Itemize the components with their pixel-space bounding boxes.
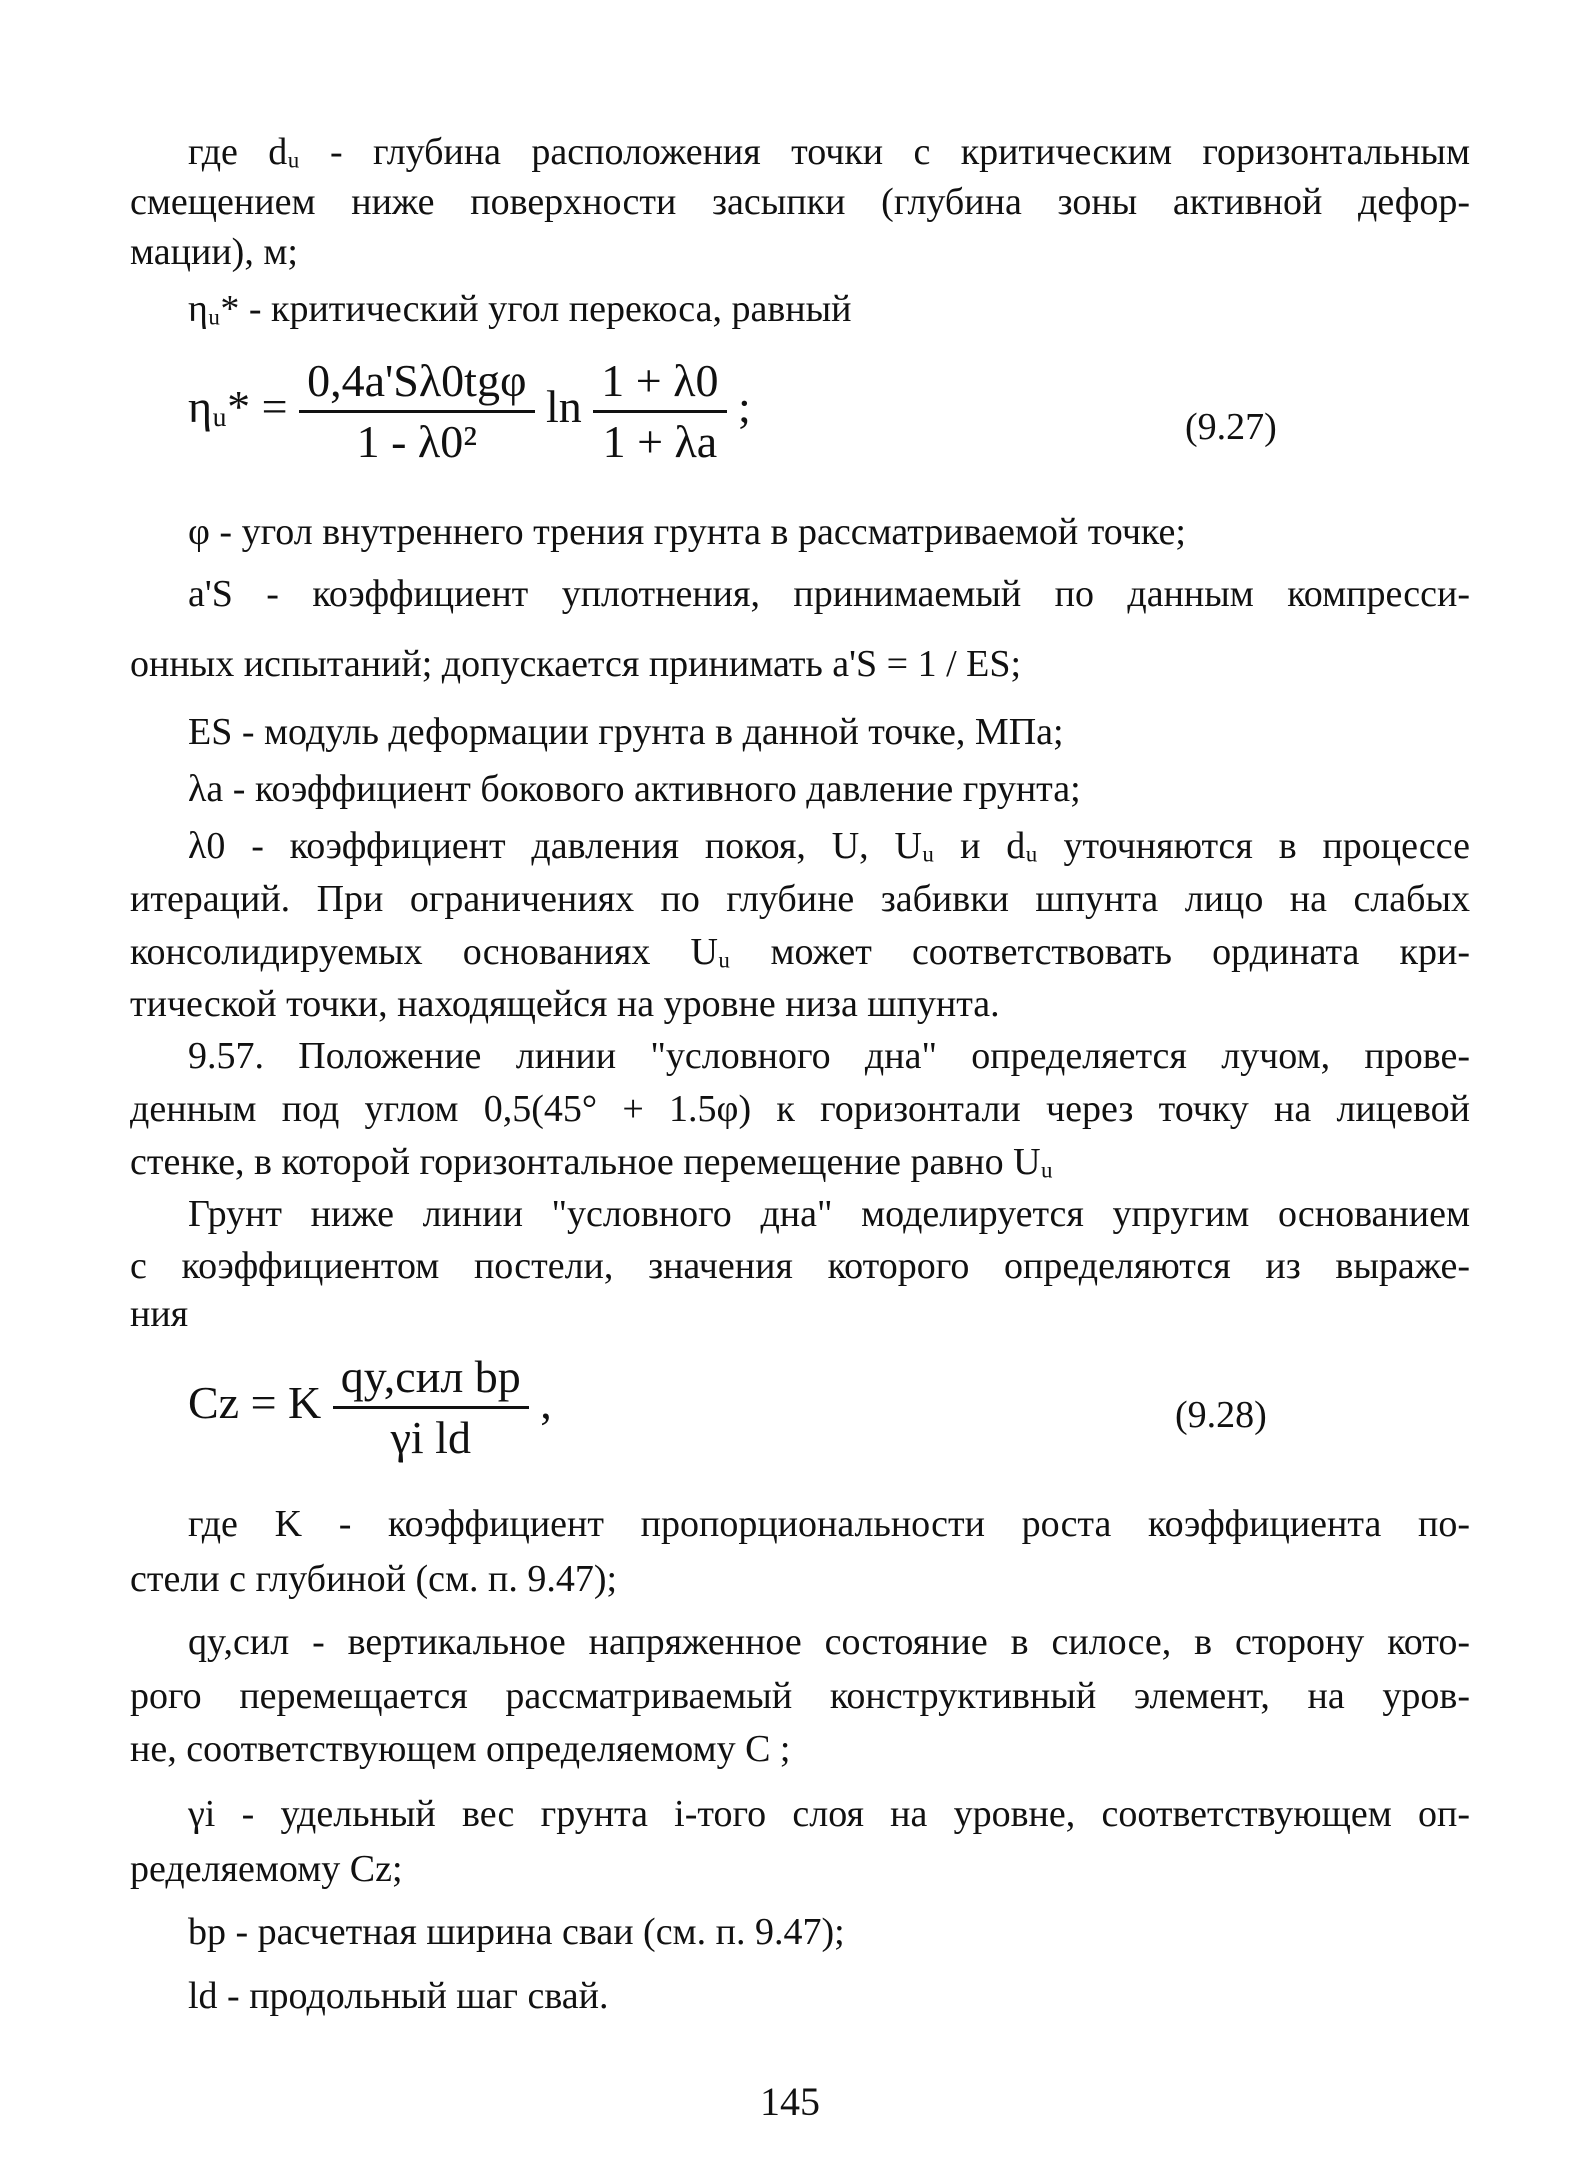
text-line: ηᵤ* - критический угол перекоса, равный	[188, 288, 852, 330]
text-line: стели с глубиной (см. п. 9.47);	[130, 1558, 618, 1600]
formula-tail: ;	[738, 381, 751, 433]
text-line: a'S - коэффициент уплотнения, принимаемый по данным компресси-	[188, 573, 1470, 615]
text-line: денным под углом 0,5(45° + 1.5φ) к горизонтали через точку на лицевой	[130, 1088, 1470, 1130]
text-line: φ - угол внутреннего трения грунта в рассматриваемой точке;	[188, 511, 1186, 553]
text-line: где dᵤ - глубина расположения точки с критическим горизонтальным	[188, 131, 1470, 173]
text-line: ES - модуль деформации грунта в данной точке, МПа;	[188, 711, 1064, 753]
fraction-denominator: γi ld	[390, 1412, 471, 1463]
text-line: итераций. При ограничениях по глубине забивки шпунта лицо на слабых	[130, 878, 1470, 920]
text-line: тической точки, находящейся на уровне низа шпунта.	[130, 983, 1000, 1025]
formula-9-27	[188, 352, 751, 471]
formula-tail: ,	[540, 1377, 552, 1429]
text-line: λ0 - коэффициент давления покоя, U, Uᵤ и dᵤ уточняются в процессе	[188, 825, 1470, 867]
text-line: bp - расчетная ширина сваи (см. п. 9.47);	[188, 1911, 845, 1953]
formula-lhs: Cz = K	[188, 1377, 322, 1429]
text-line: мации), м;	[130, 231, 298, 273]
text-line: 9.57. Положение линии "условного дна" определяется лучом, прове-	[188, 1035, 1470, 1077]
fraction-1	[299, 352, 534, 471]
text-line: qy,сил - вертикальное напряженное состояние в силосе, в сторону кото-	[188, 1621, 1470, 1663]
text-line: γi - удельный вес грунта i-того слоя на уровне, соответствующем оп-	[188, 1793, 1470, 1835]
fraction-numerator: qy,сил bp	[333, 1348, 529, 1409]
equation-number: (9.27)	[1185, 406, 1277, 448]
text-line: не, соответствующем определяемому C ;	[130, 1728, 791, 1770]
fraction-numerator: 0,4a'Sλ0tgφ	[299, 352, 534, 413]
text-line: с коэффициентом постели, значения которого определяются из выраже-	[130, 1245, 1470, 1287]
text-line: λa - коэффициент бокового активного давление грунта;	[188, 768, 1081, 810]
text-line: ределяемому Cz;	[130, 1848, 403, 1890]
text-line: где K - коэффициент пропорциональности роста коэффициента по-	[188, 1503, 1470, 1545]
page-number: 145	[760, 2079, 820, 2124]
fraction-denominator: 1 + λa	[602, 416, 718, 467]
text-line: ld - продольный шаг свай.	[188, 1975, 609, 2017]
formula-9-28	[188, 1348, 552, 1467]
fraction-2	[593, 352, 726, 471]
text-line: смещением ниже поверхности засыпки (глубина зоны активной дефор-	[130, 181, 1470, 223]
text-line: ния	[130, 1293, 189, 1335]
text-line: стенке, в которой горизонтальное перемещение равно Uᵤ	[130, 1141, 1053, 1183]
text-line: рого перемещается рассматриваемый конструктивный элемент, на уров-	[130, 1675, 1470, 1717]
text-line: онных испытаний; допускается принимать a'S = 1 / ES;	[130, 643, 1022, 685]
fraction-numerator: 1 + λ0	[593, 352, 726, 413]
fraction	[333, 1348, 529, 1467]
text-line: Грунт ниже линии "условного дна" моделируется упругим основанием	[188, 1193, 1470, 1235]
equation-number: (9.28)	[1175, 1394, 1267, 1436]
ln-operator: ln	[546, 381, 582, 433]
formula-lhs: ηᵤ* =	[188, 381, 288, 433]
fraction-denominator: 1 - λ0²	[356, 416, 477, 467]
text-line: консолидируемых основаниях Uᵤ может соответствовать ордината кри-	[130, 931, 1470, 973]
